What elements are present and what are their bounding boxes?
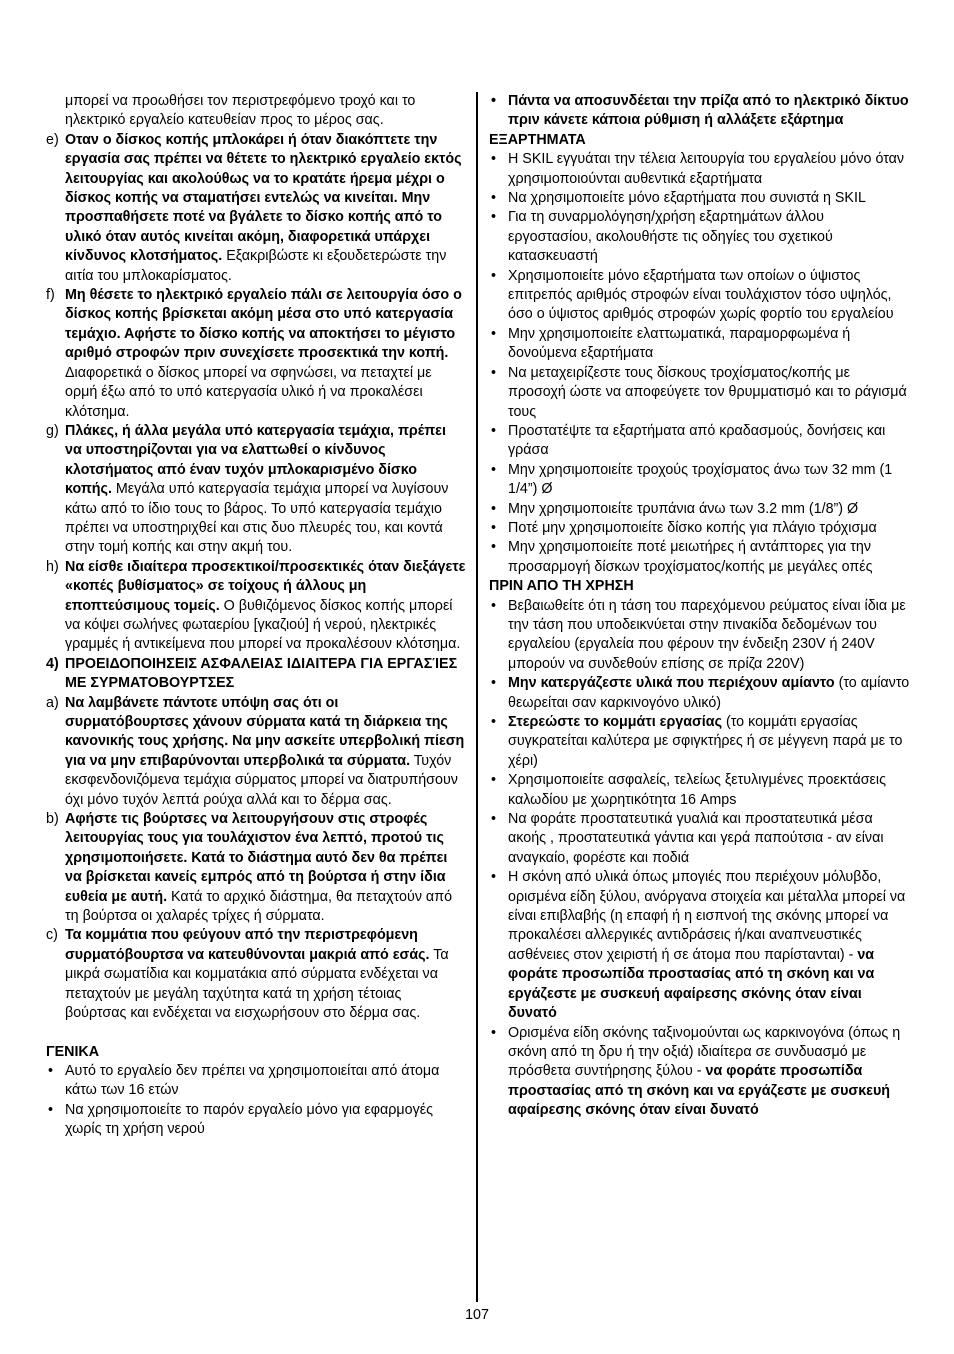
list-item: • Μην χρησιμοποιείτε ελαττωματικά, παραμορφωμένα ή δονούμενα εξαρτήματα <box>489 325 911 364</box>
list-item: • Μην χρησιμοποιείτε ποτέ μειωτήρες ή αντάπτορες για την προσαρμογή δίσκων τροχίσματος/κοπής με μεγάλες οπές <box>489 538 911 577</box>
page-number: 107 <box>465 1307 489 1323</box>
general-heading: ΓΕΝΙΚΑ <box>46 1043 100 1060</box>
list-item: • Να φοράτε προστατευτικά γυαλιά και προστατευτικά μέσα ακοής , προστατευτικά γάντια και γερά παπούτσια - αν είναι αναγκαίο, φορέστε και ποδιά <box>489 810 911 868</box>
list-item: • Στερεώστε το κομμάτι εργασίας (το κομμάτι εργασίας συγκρατείται καλύτερα με σφιγκτήρες ή σε μέγγενη παρά με το χέρι) <box>489 713 911 771</box>
list-item: • Μην χρησιμοποιείτε τροχούς τροχίσματος άνω των 32 mm (1 1/4”) Ø <box>489 461 911 500</box>
right-column <box>489 92 911 1121</box>
list-item: • Η σκόνη από υλικά όπως μπογιές που περιέχουν μόλυβδο, ορισμένα είδη ξύλου, ανόργανα στοιχεία και μέταλλα μπορεί να είναι επιβλαβής (η επαφή ή η εισπνοή της σκόνης μπορεί να προκαλέσει αλλεργικές αντιδράσεις ή/και αναπνευστικές ασθένειες στον χειριστή ή σε άτομα που παρίστανται) - να φοράτε προσωπίδα προστασίας από τη σκόνη και να εργάζεστε με συσκευή αφαίρεσης σκόνης όταν είναι δυνατό <box>489 868 911 1023</box>
list-item: • Ορισμένα είδη σκόνης ταξινομούνται ως καρκινογόνα (όπως η σκόνη από τη δρυ ή την οξιά) ιδιαίτερα σε συνδυασμό με πρόσθετα συντήρησης ξύλου - να φοράτε προσωπίδα προστασίας από τη σκόνη και να εργάζεστε με συσκευή αφαίρεσης σκόνης όταν είναι δυνατό <box>489 1024 911 1121</box>
list-item: • Μην κατεργάζεστε υλικά που περιέχουν αμίαντο (το αμίαντο θεωρείται σαν καρκινογόνο υλικό) <box>489 674 911 713</box>
list-item: • Πάντα να αποσυνδέεται την πρίζα από το ηλεκτρικό δίκτυο πριν κάνετε κάποια ρύθμιση ή αλλάξετε εξάρτημα <box>489 92 911 131</box>
accessories-heading: ΕΞΑΡΤΗΜΑΤΑ <box>489 131 586 148</box>
item-h: h) Να είσθε ιδιαίτερα προσεκτικοί/προσεκτικές όταν διεξάγετε «κοπές βυθίσματος» σε τοίχους ή άλλους μη εποπτεύσιμους τομείς. Ο βυθιζόμενος δίσκος κοπής μπορεί να κόψει σωλήνες φωταερίου [γκαζιού] ή νερού, ηλεκτρικές γραμμές ή αντικείμενα που μπορεί να προκαλέσουν κλότσημα. <box>46 558 466 653</box>
list-item: • Χρησιμοποιείτε μόνο εξαρτήματα των οποίων ο ύψιστος επιτρεπός αριθμός στροφών είναι τουλάχιστον τόσο υψηλός, όσο ο ύψιστος αριθμός στροφών χωρίς φορτίο του εργαλείου <box>489 267 911 325</box>
list-item: • Προστατέψτε τα εξαρτήματα από κραδασμούς, δονήσεις και γράσα <box>489 422 911 461</box>
list-item: • Η SKIL εγγυάται την τέλεια λειτουργία του εργαλείου μόνο όταν χρησιμοποιούνται αυθεντικά εξαρτήματα <box>489 150 911 189</box>
column-divider <box>476 92 478 1302</box>
left-column <box>46 92 466 1140</box>
item-g: g) Πλάκες, ή άλλα μεγάλα υπό κατεργασία τεμάχια, πρέπει να υποστηρίζονται για να ελαττωθεί ο κίνδυνος κλοτσήματος από έναν τυχόν μπλοκαρισμένο δίσκο κοπής. Μεγάλα υπό κατεργασία τεμάχια μπορεί να λυγίσουν κάτω από το ίδιο τους το βάρος. Το υπό κατεργασία τεμάχιο πρέπει να υποστηριχθεί και στις δυο πλευρές του, και κοντά στην τομή κοπής και στην ακμή του. <box>46 422 449 556</box>
list-item: • Να χρησιμοποιείτε το παρόν εργαλείο μόνο για εφαρμογές χωρίς τη χρήση νερού <box>46 1101 466 1140</box>
list-item: • Βεβαιωθείτε ότι η τάση του παρεχόμενου ρεύματος είναι ίδια με την τάση που υποδεικνύεται στην πινακίδα δεδομένων του εργαλείου (εργαλεία που φέρουν την ένδειξη 230V ή 240V μπορούν να συνδεθούν επίσης σε πρίζα 220V) <box>489 597 911 675</box>
list-item: • Να χρησιμοποιείτε μόνο εξαρτήματα που συνιστά η SKIL <box>489 189 911 208</box>
item-e: e) Οταν ο δίσκος κοπής μπλοκάρει ή όταν διακόπτετε την εργασία σας πρέπει να θέτετε το ηλεκτρικό εργαλείο εκτός λειτουργίας και ακολούθως να το κρατάτε ήρεμα μέχρι ο δίσκος κοπής να σταματήσει εντελώς να κινείται. Μην προσπαθήσετε ποτέ να βγάλετε το δίσκο κοπής από το υλικό όταν αυτός κινείται ακόμη, διαφορετικά υπάρχει κίνδυνος κλοτσήματος. Εξακριβώστε κι εξουδετερώστε την αιτία του μπλοκαρίσματος. <box>46 131 462 284</box>
list-item: • Ποτέ μην χρησιμοποιείτε δίσκο κοπής για πλάγιο τρόχισμα <box>489 519 911 538</box>
list-item: • Για τη συναρμολόγηση/χρήση εξαρτημάτων άλλου εργοστασίου, ακολουθήστε τις οδηγίες του σχετικού κατασκευαστή <box>489 208 911 266</box>
item-f: f) Μη θέσετε το ηλεκτρικό εργαλείο πάλι σε λειτουργία όσο ο δίσκος κοπής βρίσκεται ακόμη μέσα στο υπό κατεργασία τεμάχιο. Αφήστε το δίσκο κοπής να αποκτήσει το μέγιστο αριθμό στροφών πριν συνεχίσετε προσεκτικά την κοπή. Διαφορετικά ο δίσκος μπορεί να σφηνώσει, να πεταχτεί με ορμή έξω από το υπό κατεργασία υλικό ή να προκαλέσει κλότσημα. <box>46 287 462 420</box>
list-item: • Μην χρησιμοποιείτε τρυπάνια άνω των 3.2 mm (1/8”) Ø <box>489 500 911 519</box>
continued-paragraph: μπορεί να προωθήσει τον περιστρεφόμενο τροχό και το ηλεκτρικό εργαλείο κατευθείαν προς το μέρος σας. <box>65 93 416 129</box>
before-use-heading: ΠΡΙΝ ΑΠΟ ΤΗ ΧΡΗΣΗ <box>489 578 634 595</box>
section-4-heading: 4) ΠΡΟΕΙΔΟΠΟΙΗΣΕΙΣ ΑΣΦΑΛΕΙΑΣ ΙΔΙΑΙΤΕΡΑ ΓΙΑ ΕΡΓΑΣΊΕΣ ΜΕ ΣΥΡΜΑΤΟΒΟΥΡΤΣΕΣ <box>46 655 458 692</box>
list-item: • Αυτό το εργαλείο δεν πρέπει να χρησιμοποιείται από άτομα κάτω των 16 ετών <box>46 1062 466 1101</box>
item-b: b) Αφήστε τις βούρτσες να λειτουργήσουν στις στροφές λειτουργίας τους για τουλάχιστον ένα λεπτό, προτού τις χρησιμοποιήσετε. Κατά το διάστημα αυτό δεν θα πρέπει να βρίσκεται κανείς εμπρός από τη βούρτσα ή στην ίδια ευθεία με αυτή. Κατά το αρχικό διάστημα, θα πεταχτούν από τη βούρτσα οι χαλαρές τρίχες ή σύρματα. <box>46 811 453 925</box>
list-item: • Χρησιμοποιείτε ασφαλείς, τελείως ξετυλιγμένες προεκτάσεις καλωδίου με χωρητικότητα 16 Amps <box>489 771 911 810</box>
item-a: a) Να λαμβάνετε πάντοτε υπόψη σας ότι οι συρματόβουρτσες χάνουν σύρματα κατά τη διάρκεια της κανονικής τους χρήσης. Να μην ασκείτε υπερβολική πίεση για να μην επιβαρύνονται υπερβολικά τα σύρματα. Τυχόν εκσφενδονιζόμενα τεμάχια σύρματος μπορεί να διατρυπήσουν όχι μόνο τυχόν λεπτά ρούχα αλλά και το δέρμα σας. <box>46 694 465 808</box>
item-c: c) Τα κομμάτια που φεύγουν από την περιστρεφόμενη συρματόβουρτσα να κατευθύνονται μακριά από εσάς. Τα μικρά σωματίδια και κομματάκια από σύρματα ενδέχεται να πεταχτούν με μεγάλη ταχύτητα κατά τη χρήση τέτοιας βούρτσας και ενδέχεται να εισχωρήσουν στο δέρμα σας. <box>46 927 449 1022</box>
list-item: • Να μεταχειρίζεστε τους δίσκους τροχίσματος/κοπής με προσοχή ώστε να αποφεύγετε τον θρυμματισμό και το ράγισμά τους <box>489 364 911 422</box>
